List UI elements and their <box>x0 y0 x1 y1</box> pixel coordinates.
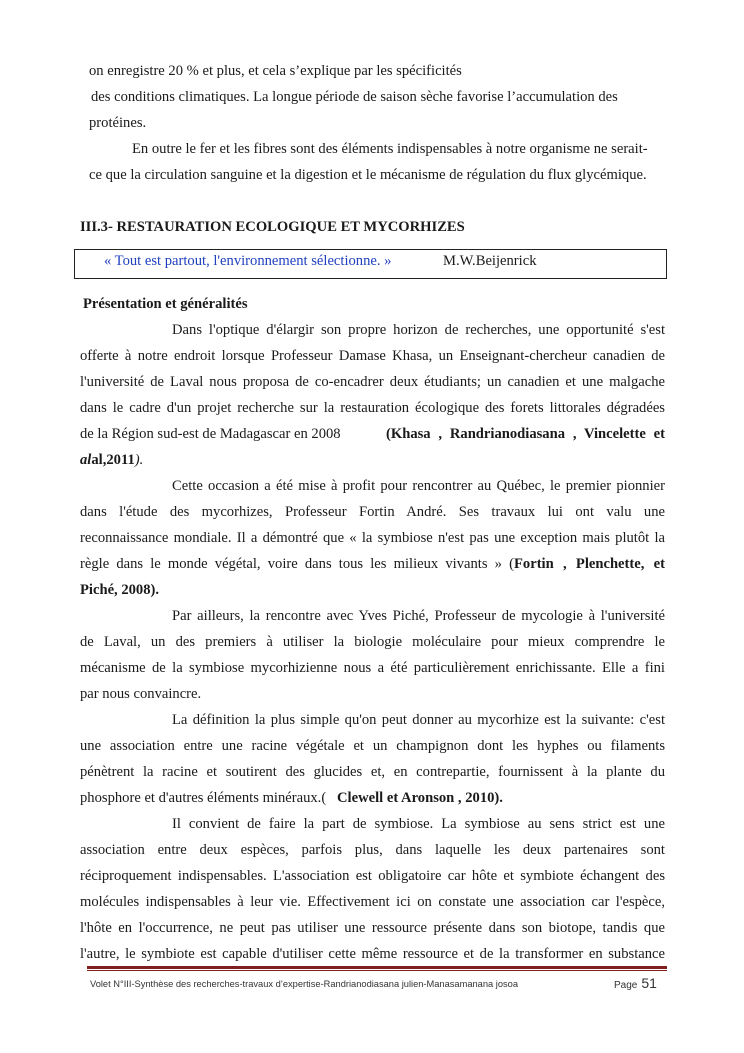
subheading: Présentation et généralités <box>83 296 248 312</box>
p2-citation: Fortin , Plenchette, et <box>514 556 665 572</box>
p1-line-5-text: de la Région sud-est de Madagascar en 2008 <box>80 426 341 442</box>
p2-line-4-text: règle dans le monde végétal, voire dans tous les milieux vivants » ( <box>80 556 514 572</box>
p1-citation-year: al,2011 <box>91 452 135 468</box>
p2-line-1: Cette occasion a été mise à profit pour rencontrer au Québec, le premier pionnier <box>172 478 665 494</box>
p3-line-2: de Laval, un des premiers à utiliser la biologie moléculaire pour mieux comprendre le <box>80 634 665 650</box>
intro-line-1: on enregistre 20 % et plus, et cela s’explique par les spécificités <box>89 63 462 79</box>
p1-citation: (Khasa , Randrianodiasana , Vincelette et <box>386 426 665 442</box>
p5-line-4: molécules indispensables à leur vie. Effectivement ici on constate une association car l'espèce, <box>80 894 665 910</box>
page-number: 51 <box>641 975 657 991</box>
p1-line-2: offerte à notre endroit lorsque Professeur Damase Khasa, un Enseignant-chercheur canadien de <box>80 348 665 364</box>
p1-line-1: Dans l'optique d'élargir son propre horizon de recherches, une opportunité s'est <box>172 322 665 338</box>
p3-line-1: Par ailleurs, la rencontre avec Yves Piché, Professeur de mycologie à l'université <box>172 608 665 624</box>
p4-line-3: pénètrent la racine et soutirent des glucides et, en contrepartie, fournissent à la plante du <box>80 764 665 780</box>
p2-citation-end: Piché, 2008). <box>80 582 160 598</box>
p2-line-3: reconnaissance mondiale. Il a démontré que « la symbiose n'est pas une exception mais plutôt la <box>80 530 665 546</box>
p3-line-4: par nous convaincre. <box>80 686 202 702</box>
footer-text: Volet N°III-Synthèse des recherches-travaux d’expertise-Randrianodiasana julien-Manasamanana josoa <box>90 979 518 989</box>
p4-citation: Clewell et Aronson , 2010). <box>337 790 503 806</box>
intro-line-3: protéines. <box>89 115 147 131</box>
intro-line-5: ce que la circulation sanguine et la digestion et le mécanisme de régulation du flux glycémique. <box>89 167 647 183</box>
p5-line-1: Il convient de faire la part de symbiose. La symbiose au sens strict est une <box>172 816 665 832</box>
footer-rule-thin <box>87 970 667 971</box>
footer-rule-thick <box>87 966 667 969</box>
p1-line-4: dans le cadre d'un projet recherche sur la restauration écologique des forets littorales dégradées <box>80 400 665 416</box>
quote-text: « Tout est partout, l'environnement sélectionne. » <box>104 253 392 269</box>
section-heading: III.3- RESTAURATION ECOLOGIQUE ET MYCORHIZES <box>80 219 465 235</box>
p5-line-3: réciproquement indispensables. L'association est obligatoire car hôte et symbiote échangent des <box>80 868 665 884</box>
p4-line-2: une association entre une racine végétale et un champignon dont les hyphes ou filaments <box>80 738 665 754</box>
p2-line-2: dans l'étude des mycorhizes, Professeur Fortin André. Ses travaux lui ont valu une <box>80 504 665 520</box>
p1-line-3: l'université de Laval nous proposa de co-encadrer deux étudiants; un canadien et une malgache <box>80 374 665 390</box>
p4-line-1: La définition la plus simple qu'on peut donner au mycorhize est la suivante: c'est <box>172 712 665 728</box>
intro-line-4: En outre le fer et les fibres sont des éléments indispensables à notre organisme ne serait- <box>132 141 648 157</box>
page-number-block <box>614 975 657 993</box>
p5-line-2: association entre deux espèces, parfois plus, dans laquelle les deux partenaires sont <box>80 842 665 858</box>
intro-line-2: des conditions climatiques. La longue période de saison sèche favorise l’accumulation des <box>91 89 618 105</box>
quote-author: M.W.Beijenrick <box>443 253 537 269</box>
p1-line-6: alal,2011). <box>80 452 144 468</box>
p5-line-5: l'hôte en l'occurrence, ne peut pas utiliser une ressource présente dans son biotope, tandis que <box>80 920 665 936</box>
p1-citation-end: ). <box>134 452 144 468</box>
p4-line-4-text: phosphore et d'autres éléments minéraux.( <box>80 790 327 806</box>
page-label: Page <box>614 980 638 991</box>
p3-line-3: mécanisme de la symbiose mycorhizienne nous a été particulièrement enrichissante. Elle a fini <box>80 660 665 676</box>
p5-line-6: l'autre, le symbiote est capable d'utiliser cette même ressource et de la transformer en substance <box>80 946 665 962</box>
